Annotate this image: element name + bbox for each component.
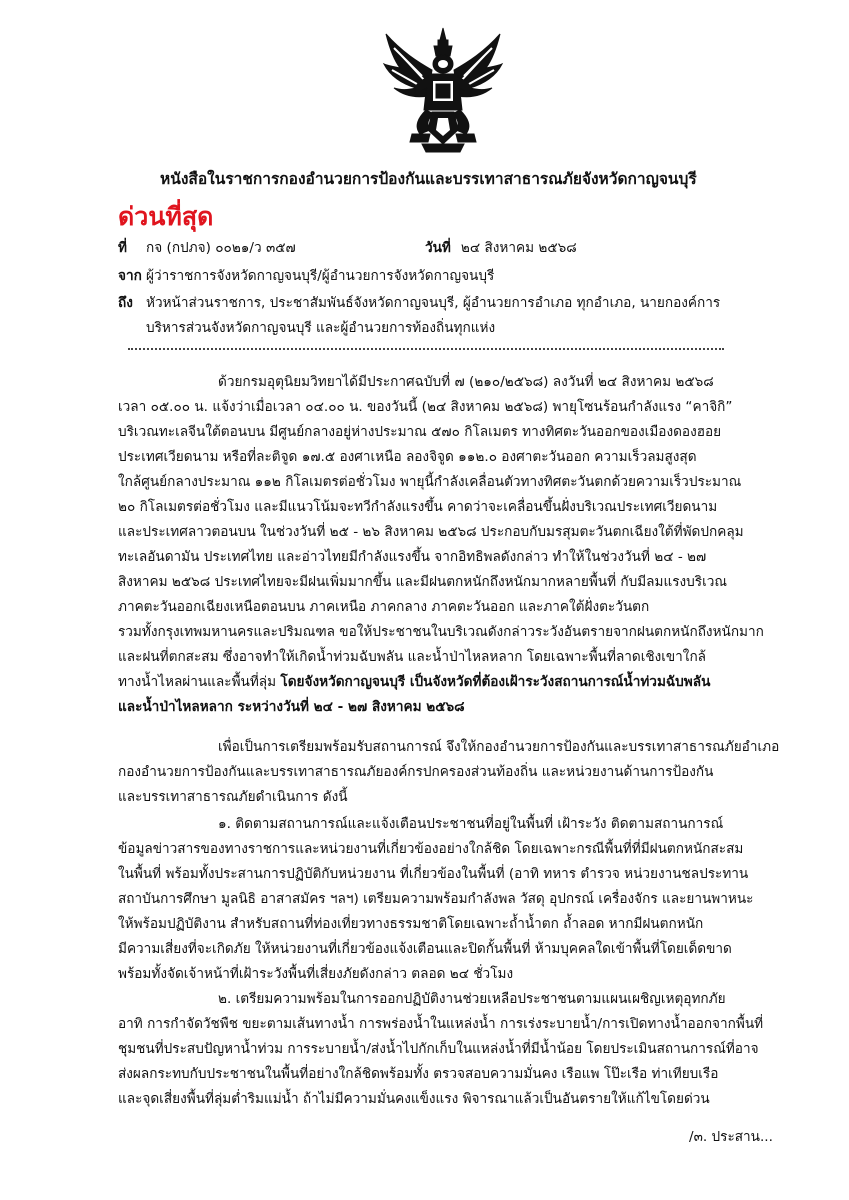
to-row (118, 291, 720, 313)
text-line: ข้อมูลข่าวสารของทางราชการและหน่วยงานที่เกี่ยวข้องอย่างใกล้ชิด โดยเฉพาะกรณีพื้นที่ที่มีฝนตกหนักสะสม (118, 841, 744, 857)
text-line: ๑. ติดตามสถานการณ์และแจ้งเตือนประชาชนที่อยู่ในพื้นที่ เฝ้าระวัง ติดตามสถานการณ์ (218, 816, 724, 832)
text-emphasis: โดยจังหวัดกาญจนบุรี เป็นจังหวัดที่ต้องเฝ้าระวังสถานการณ์น้ำท่วมฉับพลัน (280, 674, 711, 690)
to-label: ถึง (118, 295, 133, 311)
text-line: และประเทศลาวตอนบน ในช่วงวันที่ ๒๕ - ๒๖ สิงหาคม ๒๕๖๘ ประกอบกับมรสุมตะวันตกเฉียงใต้ที่พัดปกคลุม (118, 524, 744, 540)
document-heading: หนังสือในราชการกองอำนวยการป้องกันและบรรเทาสาธารณภัยจังหวัดกาญจนบุรี (160, 170, 697, 188)
text-line: กองอำนวยการป้องกันและบรรเทาสาธารณภัยองค์กรปกครองส่วนท้องถิ่น และหน่วยงานด้านการป้องกัน (118, 764, 714, 780)
header-separator (128, 348, 724, 350)
from-label: จาก (118, 268, 142, 284)
date-value: ๒๔ สิงหาคม ๒๕๖๘ (460, 240, 577, 256)
text-line: ใกล้ศูนย์กลางประมาณ ๑๑๒ กิโลเมตรต่อชั่วโมง พายุนี้กำลังเคลื่อนตัวทางทิศตะวันตกด้วยความเร็วประมาณ (118, 474, 742, 490)
reference-number: กจ (กปภจ) ๐๐๒๑/ว ๓๕๗ (146, 240, 296, 256)
text-line: อาทิ การกำจัดวัชพืช ขยะตามเส้นทางน้ำ การพร่องน้ำในแหล่งน้ำ การเร่งระบายน้ำ/การเปิดทางน้ำออกจากพื้นที่ (118, 1016, 764, 1032)
text-line: ๒๐ กิโลเมตรต่อชั่วโมง และมีแนวโน้มจะทวีกำลังแรงขึ้น คาดว่าจะเคลื่อนขึ้นฝั่งบริเวณประเทศเวียดนาม (118, 499, 718, 515)
text-line: ชุมชนที่ประสบปัญหาน้ำท่วม การระบายน้ำ/ส่งน้ำไปกักเก็บในแหล่งน้ำที่มีน้ำน้อย โดยประเมินสถานการณ์ที่อาจ (118, 1041, 759, 1057)
from-row (118, 264, 494, 286)
text-line: สิงหาคม ๒๕๖๘ ประเทศไทยจะมีฝนเพิ่มมากขึ้น และมีฝนตกหนักถึงหนักมากหลายพื้นที่ กับมีลมแรงบริเวณ (118, 574, 727, 590)
continuation-marker: /๓. ประสาน... (689, 1129, 773, 1145)
text-line: ภาคตะวันออกเฉียงเหนือตอนบน ภาคเหนือ ภาคกลาง ภาคตะวันออก และภาคใต้ฝั่งตะวันตก (118, 599, 650, 615)
text-line: เวลา ๐๕.๐๐ น. แจ้งว่าเมื่อเวลา ๐๔.๐๐ น. ของวันนี้ (๒๔ สิงหาคม ๒๕๖๘) พายุโซนร้อนกำลังแรง “คาจิกิ” (118, 399, 733, 415)
reference-label: ที่ (118, 240, 127, 256)
to-line-2: บริหารส่วนจังหวัดกาญจนบุรี และผู้อำนวยการท้องถิ่นทุกแห่ง (146, 320, 496, 336)
reference-row (118, 236, 296, 258)
from-value: ผู้ว่าราชการจังหวัดกาญจนบุรี/ผู้อำนวยการจังหวัดกาญจนบุรี (146, 268, 495, 284)
text-line (118, 670, 710, 692)
text-line: รวมทั้งกรุงเทพมหานครและปริมณฑล ขอให้ประชาชนในบริเวณดังกล่าวระวังอันตรายจากฝนตกหนักถึงหนักมาก (118, 624, 764, 640)
text-line: ๒. เตรียมความพร้อมในการออกปฏิบัติงานช่วยเหลือประชาชนตามแผนเผชิญเหตุอุทกภัย (218, 991, 726, 1007)
text-line: ทะเลอันดามัน ประเทศไทย และอ่าวไทยมีกำลังแรงขึ้น จากอิทธิพลดังกล่าว ทำให้ในช่วงวันที่ ๒๔ - ๒๗ (118, 549, 707, 565)
text-line: ให้พร้อมปฏิบัติงาน สำหรับสถานที่ท่องเที่ยวทางธรรมชาติโดยเฉพาะถ้ำน้ำตก ถ้ำลอด หากมีฝนตกหนัก (118, 916, 704, 932)
text-normal: ทางน้ำไหลผ่านและพื้นที่ลุ่ม (118, 674, 277, 690)
to-line-1: หัวหน้าส่วนราชการ, ประชาสัมพันธ์จังหวัดกาญจนบุรี, ผู้อำนวยการอำเภอ ทุกอำเภอ, นายกองค์การ (146, 295, 721, 311)
text-line: และฝนที่ตกสะสม ซึ่งอาจทำให้เกิดน้ำท่วมฉับพลัน และน้ำป่าไหลหลาก โดยเฉพาะพื้นที่ลาดเชิงเขาใกล้ (118, 649, 707, 665)
text-line: มีความเสี่ยงที่จะเกิดภัย ให้หน่วยงานที่เกี่ยวข้องแจ้งเตือนและปิดกั้นพื้นที่ ห้ามบุคคลใดเข้าพื้นที่โดยเด็ดขาด (118, 941, 732, 957)
text-line: สถาบันการศึกษา มูลนิธิ อาสาสมัคร ฯลฯ) เตรียมความพร้อมกำลังพล วัสดุ อุปกรณ์ เครื่องจักร และยานพาหนะ (118, 891, 754, 907)
text-line: และบรรเทาสาธารณภัยดำเนินการ ดังนี้ (118, 789, 348, 805)
text-line: ประเทศเวียดนาม หรือที่ละติจูด ๑๗.๕ องศาเหนือ ลองจิจูด ๑๑๒.๐ องศาตะวันออก ความเร็วลมสูงสุด (118, 449, 697, 465)
text-line: ด้วยกรมอุตุนิยมวิทยาได้มีประกาศฉบับที่ ๗ (๒๑๐/๒๕๖๘) ลงวันที่ ๒๔ สิงหาคม ๒๕๖๘ (218, 374, 714, 390)
text-line: ในพื้นที่ พร้อมทั้งประสานการปฏิบัติกับหน่วยงาน ที่เกี่ยวข้องในพื้นที่ (อาทิ ทหาร ตำรวจ หน่วยงานชลประทาน (118, 866, 749, 882)
garuda-emblem-icon (382, 26, 504, 154)
text-line: และจุดเสี่ยงพื้นที่ลุ่มต่ำริมแม่น้ำ ถ้าไม่มีความมั่นคงแข็งแรง พิจารณาแล้วเป็นอันตรายให้แก้ไขโดยด่วน (118, 1091, 710, 1107)
date-row (425, 236, 577, 258)
text-line: เพื่อเป็นการเตรียมพร้อมรับสถานการณ์ จึงให้กองอำนวยการป้องกันและบรรเทาสาธารณภัยอำเภอ (218, 739, 780, 755)
text-line: ส่งผลกระทบกับประชาชนในพื้นที่อย่างใกล้ชิดพร้อมทั้ง ตรวจสอบความมั่นคง เรือแพ โป๊ะเรือ ท่าเทียบเรือ (118, 1066, 719, 1082)
date-label: วันที่ (425, 240, 451, 256)
text-line: บริเวณทะเลจีนใต้ตอนบน มีศูนย์กลางอยู่ห่างประมาณ ๕๗๐ กิโลเมตร ทางทิศตะวันออกของเมืองดองฮอย (118, 424, 722, 440)
urgency-label: ด่วนที่สุด (118, 202, 214, 231)
text-line: พร้อมทั้งจัดเจ้าหน้าที่เฝ้าระวังพื้นที่เสี่ยงภัยดังกล่าว ตลอด ๒๔ ชั่วโมง (118, 966, 514, 982)
text-emphasis-line: และน้ำป่าไหลหลาก ระหว่างวันที่ ๒๔ - ๒๗ สิงหาคม ๒๕๖๘ (118, 699, 465, 715)
